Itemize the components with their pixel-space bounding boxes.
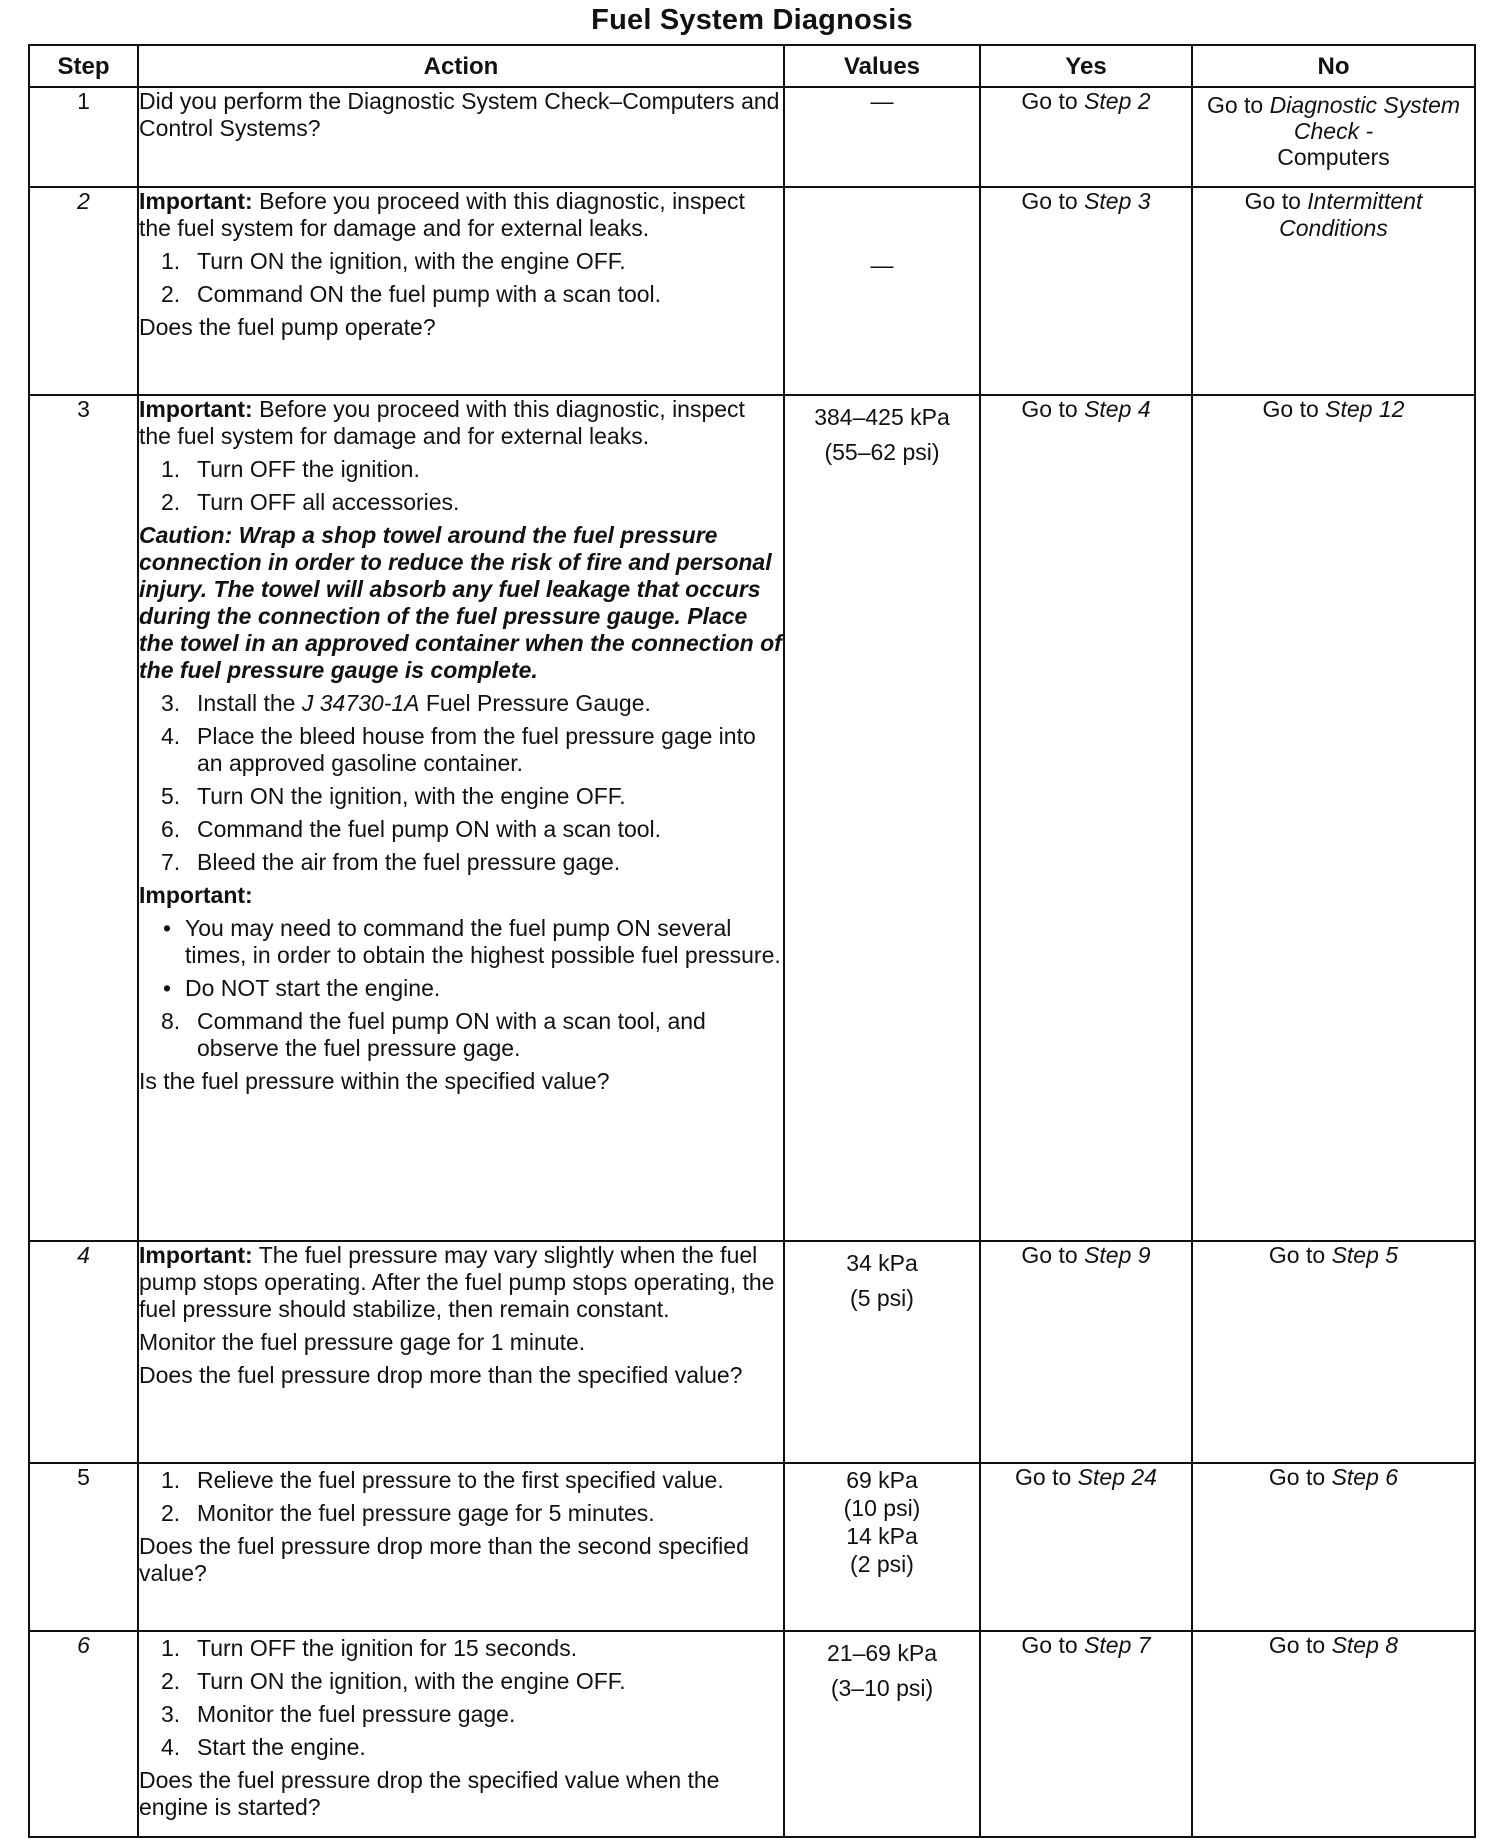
no-prefix: Go to [1206, 92, 1270, 118]
question: Does the fuel pressure drop the specified value when the engine is started? [139, 1767, 720, 1820]
no-cell[interactable]: Go to Step 8 [1192, 1631, 1475, 1837]
header-action: Action [138, 45, 784, 87]
value-text: 14 kPa [846, 1523, 918, 1549]
no-link[interactable]: Intermittent Conditions [1279, 188, 1423, 241]
step-item: 3. Install the J 34730-1A Fuel Pressure Gauge. [161, 690, 651, 716]
header-step: Step [29, 45, 138, 87]
action-cell [138, 395, 784, 1241]
yes-cell[interactable]: Go to Step 9 [980, 1241, 1192, 1463]
no-cell[interactable]: Go to Intermittent Conditions [1192, 187, 1475, 395]
step-item: 1. Turn OFF the ignition. [161, 456, 420, 482]
header-yes: Yes [980, 45, 1192, 87]
step-item: 2. Turn OFF all accessories. [161, 489, 460, 515]
no-cell[interactable]: Go to Step 6 [1192, 1463, 1475, 1631]
table-row [29, 187, 1475, 395]
value-cell [784, 1241, 980, 1463]
value-text: 21–69 kPa [827, 1640, 937, 1666]
question: Is the fuel pressure within the specified value? [139, 1068, 610, 1094]
step-number: 3 [29, 395, 138, 1241]
bullet-item: • You may need to command the fuel pump ON several times, in order to obtain the highest possible fuel pressure. [163, 915, 781, 968]
question: Does the fuel pressure drop more than the second specified value? [139, 1533, 749, 1586]
yes-cell[interactable]: Go to Step 3 [980, 187, 1192, 395]
value-cell [784, 395, 980, 1241]
page-title: Fuel System Diagnosis [591, 4, 913, 36]
table-row [29, 87, 1475, 187]
step-number: 4 [29, 1241, 138, 1463]
step-item: 1. Turn OFF the ignition for 15 seconds. [161, 1635, 578, 1661]
value-text: — [870, 88, 894, 114]
no-tail: Computers [1277, 144, 1390, 170]
step-item: 2. Monitor the fuel pressure gage for 5 minutes. [161, 1500, 655, 1526]
no-link[interactable]: Step 6 [1331, 1464, 1399, 1490]
action-cell [138, 187, 784, 395]
step-item: 4. Start the engine. [161, 1734, 366, 1760]
yes-link[interactable]: Step 24 [1077, 1464, 1157, 1490]
value-text: (2 psi) [850, 1551, 914, 1577]
step-item: 4. Place the bleed house from the fuel pressure gage into an approved gasoline container. [161, 723, 756, 776]
value-text: — [870, 252, 894, 278]
action-cell [138, 1241, 784, 1463]
caution-note: Caution: Wrap a shop towel around the fuel pressure connection in order to reduce the risk of fire and personal injury. The towel will absorb any fuel leakage that occurs during the connection of the fuel pressure gauge. Place the towel in an approved container when the connection of the fuel pressure gauge is complete. [139, 522, 782, 683]
important-label: Important: [139, 882, 253, 908]
yes-cell[interactable]: Go to Step 7 [980, 1631, 1192, 1837]
question: Does the fuel pump operate? [139, 314, 436, 340]
question: Did you perform the Diagnostic System Check–Computers and Control Systems? [139, 88, 780, 141]
yes-prefix: Go to [1021, 88, 1085, 114]
important-text: Before you proceed with this diagnostic, inspect the fuel system for damage and for external leaks. [139, 188, 745, 241]
value-cell [784, 187, 980, 395]
value-cell [784, 87, 980, 187]
step-number: 2 [29, 187, 138, 395]
important-label: Important: [139, 188, 253, 214]
step-item: 3. Monitor the fuel pressure gage. [161, 1701, 516, 1727]
instruction: Monitor the fuel pressure gage for 1 minute. [139, 1329, 586, 1355]
yes-link[interactable]: Step 4 [1084, 396, 1151, 422]
action-cell [138, 1631, 784, 1837]
action-cell [138, 87, 784, 187]
step-item: 7. Bleed the air from the fuel pressure gage. [161, 849, 621, 875]
value-text: (55–62 psi) [824, 439, 940, 465]
no-link[interactable]: Diagnostic System Check - [1269, 92, 1461, 144]
important-note [139, 188, 783, 242]
value-cell [784, 1463, 980, 1631]
yes-link[interactable]: Step 3 [1084, 188, 1151, 214]
header-no: No [1192, 45, 1475, 87]
tool-name: J 34730-1A [301, 690, 420, 716]
header-values: Values [784, 45, 980, 87]
step-item: 2. Turn ON the ignition, with the engine OFF. [161, 1668, 626, 1694]
step-item: 1. Relieve the fuel pressure to the first specified value. [161, 1467, 724, 1493]
no-link[interactable]: Step 8 [1331, 1632, 1399, 1658]
step-number: 5 [29, 1463, 138, 1631]
no-link[interactable]: Step 5 [1331, 1242, 1399, 1268]
no-link[interactable]: Step 12 [1325, 396, 1405, 422]
yes-cell[interactable]: Go to Step 4 [980, 395, 1192, 1241]
step-item: 5. Turn ON the ignition, with the engine OFF. [161, 783, 626, 809]
important-note: Important: The fuel pressure may vary slightly when the fuel pump stops operating. After the fuel pump stops operating, the fuel pressure should stabilize, then remain constant. [139, 1242, 775, 1322]
step-item: 1. Turn ON the ignition, with the engine OFF. [161, 248, 626, 274]
value-text: (5 psi) [850, 1285, 914, 1311]
important-note: Important: Before you proceed with this diagnostic, inspect the fuel system for damage and for external leaks. [139, 396, 745, 449]
question: Does the fuel pressure drop more than the specified value? [139, 1362, 743, 1388]
table-row [29, 395, 1475, 1241]
step-number: 1 [29, 87, 138, 187]
value-text: (10 psi) [843, 1495, 921, 1521]
yes-link[interactable]: Step 2 [1084, 88, 1151, 114]
yes-link[interactable]: Step 7 [1084, 1632, 1151, 1658]
table-row [29, 1631, 1475, 1837]
action-cell [138, 1463, 784, 1631]
value-text: 384–425 kPa [814, 404, 950, 430]
value-text: (3–10 psi) [830, 1675, 934, 1701]
yes-link[interactable]: Step 9 [1084, 1242, 1151, 1268]
step-number: 6 [29, 1631, 138, 1837]
value-text: 34 kPa [846, 1250, 918, 1276]
value-cell [784, 1631, 980, 1837]
no-cell[interactable]: Go to Step 12 [1192, 395, 1475, 1241]
no-cell[interactable] [1192, 87, 1475, 187]
step-item: 2. Command ON the fuel pump with a scan tool. [161, 281, 662, 307]
step-item: 6. Command the fuel pump ON with a scan tool. [161, 816, 662, 842]
no-cell[interactable]: Go to Step 5 [1192, 1241, 1475, 1463]
value-text: 69 kPa [846, 1467, 918, 1493]
table-row [29, 1463, 1475, 1631]
yes-cell[interactable] [980, 87, 1192, 187]
table-row [29, 1241, 1475, 1463]
header-row [29, 45, 1475, 87]
yes-cell[interactable]: Go to Step 24 [980, 1463, 1192, 1631]
step-item: 8. Command the fuel pump ON with a scan tool, and observe the fuel pressure gage. [161, 1008, 706, 1061]
bullet-item: • Do NOT start the engine. [163, 975, 441, 1001]
diagnosis-table [28, 44, 1476, 1838]
